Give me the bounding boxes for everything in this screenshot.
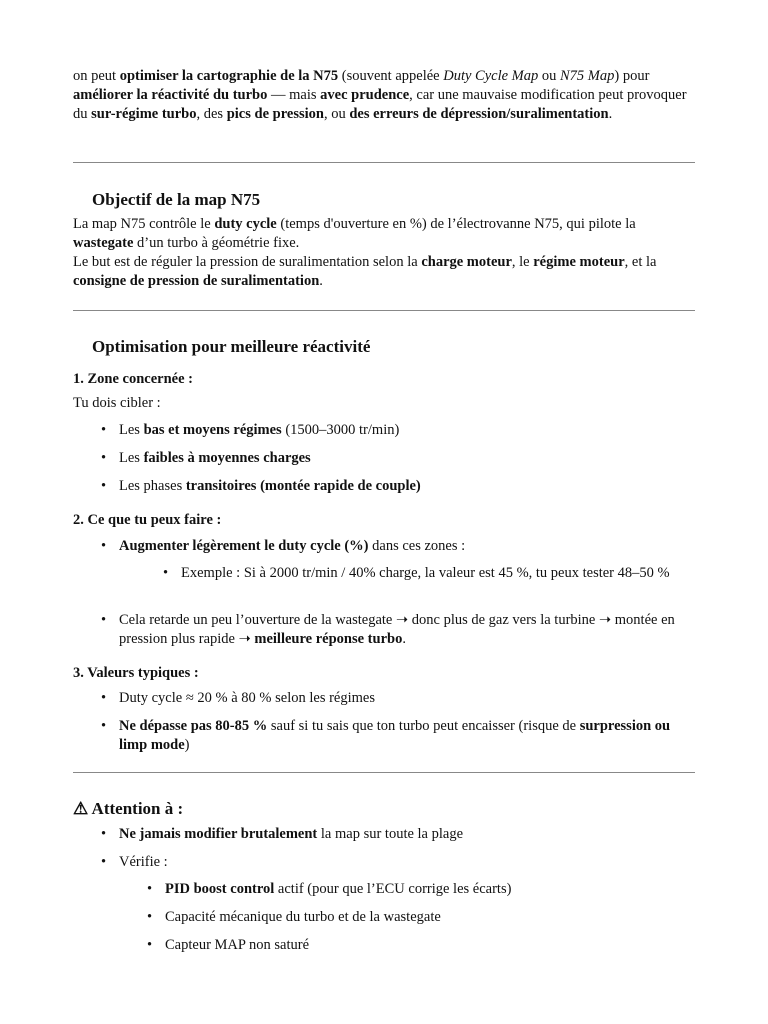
text: Les [119, 450, 144, 466]
list-item [119, 421, 695, 440]
text-bold: meilleure réponse turbo [254, 631, 403, 647]
text: ) pour [614, 68, 650, 84]
divider [73, 162, 695, 163]
text: , et la [624, 254, 657, 270]
text: , des [196, 106, 227, 122]
text-bold: Augmenter légèrement le duty cycle (%) [119, 538, 369, 554]
text: (temps d'ouverture en %) de l’électrovanne N75, qui pilote la [276, 216, 636, 232]
section-title-objectif: Objectif de la map N75 [92, 190, 261, 209]
zone-intro: Tu dois cibler : [73, 395, 161, 411]
text: (souvent appelée [338, 68, 444, 84]
text: , ou [323, 106, 350, 122]
list-item [119, 449, 695, 468]
text: Les [119, 422, 144, 438]
text-bold: duty cycle [214, 216, 277, 232]
text-bold: sur-régime turbo [91, 106, 197, 122]
list-item-sub [165, 880, 695, 899]
section-title-attention: ⚠ Attention à : [73, 799, 184, 818]
text: . [608, 106, 613, 122]
text: ou [538, 68, 561, 84]
text-bold: bas et moyens régimes [143, 422, 282, 438]
text: . [402, 631, 406, 647]
text: Le but est de réguler la pression de suralimentation selon la [73, 254, 422, 270]
text: , le [511, 254, 534, 270]
text-bold: régime moteur [533, 254, 625, 270]
text-bold: améliorer la réactivité du turbo [73, 87, 268, 103]
text: sauf si tu sais que ton turbo peut encaisser (risque de [267, 718, 580, 734]
section-title-optimisation: Optimisation pour meilleure réactivité [92, 337, 371, 356]
list-item [119, 825, 695, 844]
text: Les phases [119, 478, 186, 494]
text: (1500–3000 tr/min) [281, 422, 400, 438]
text-bold: optimiser la cartographie de la N75 [119, 68, 339, 84]
text: on peut [73, 68, 120, 84]
text-bold: des erreurs de dépression/suralimentation [349, 106, 609, 122]
text-bold: avec prudence [320, 87, 410, 103]
list-item [119, 717, 695, 755]
text: la map sur toute la plage [317, 826, 464, 842]
text-bold: surpression ou limp mode [119, 718, 671, 753]
text-bold: transitoires (montée rapide de couple) [185, 478, 421, 494]
text-bold: charge moteur [421, 254, 512, 270]
text: dans ces zones : [368, 538, 466, 554]
subsection-faire-title: 2. Ce que tu peux faire : [73, 512, 222, 528]
text: — mais [267, 87, 321, 103]
text-italic: N75 Map [560, 68, 615, 84]
intro-paragraph [73, 67, 695, 124]
divider [73, 310, 695, 311]
list-item [119, 477, 695, 496]
text: La map N75 contrôle le [73, 216, 215, 232]
text: actif (pour que l’ECU corrige les écarts) [274, 881, 512, 897]
list-item: • Duty cycle ≈ 20 % à 80 % selon les régimes [119, 689, 695, 708]
text: ) [184, 737, 190, 753]
list-item [119, 537, 695, 556]
list-item-sub: • Capteur MAP non saturé [165, 936, 695, 955]
text: d’un turbo à géométrie fixe. [133, 235, 300, 251]
subsection-zone-title: 1. Zone concernée : [73, 371, 193, 387]
text-bold: Ne dépasse pas 80-85 % [119, 718, 268, 734]
subsection-valeurs-title: 3. Valeurs typiques : [73, 665, 199, 681]
text-bold: wastegate [73, 235, 134, 251]
text: Cela retarde un peu l’ouverture de la wastegate ➝ donc plus de gaz vers la turbine ➝ montée en pression plus rapide ➝ [119, 612, 675, 647]
text-italic: Duty Cycle Map [443, 68, 539, 84]
objectif-paragraph [73, 215, 695, 291]
list-item: • Vérifie : [119, 853, 695, 872]
text-bold: PID boost control [165, 881, 275, 897]
text-bold: faibles à moyennes charges [143, 450, 311, 466]
text-bold: Ne jamais modifier brutalement [119, 826, 318, 842]
divider [73, 772, 695, 773]
list-item [119, 611, 695, 649]
text: . [319, 273, 323, 289]
text-bold: pics de pression [226, 106, 324, 122]
text-bold: consigne de pression de suralimentation [73, 273, 320, 289]
list-item-sub: • Exemple : Si à 2000 tr/min / 40% charge, la valeur est 45 %, tu peux tester 48–50 % [165, 564, 695, 583]
text: , car une mauvaise modification peut provoquer du [73, 87, 687, 122]
list-item-sub: • Capacité mécanique du turbo et de la wastegate [165, 908, 695, 927]
